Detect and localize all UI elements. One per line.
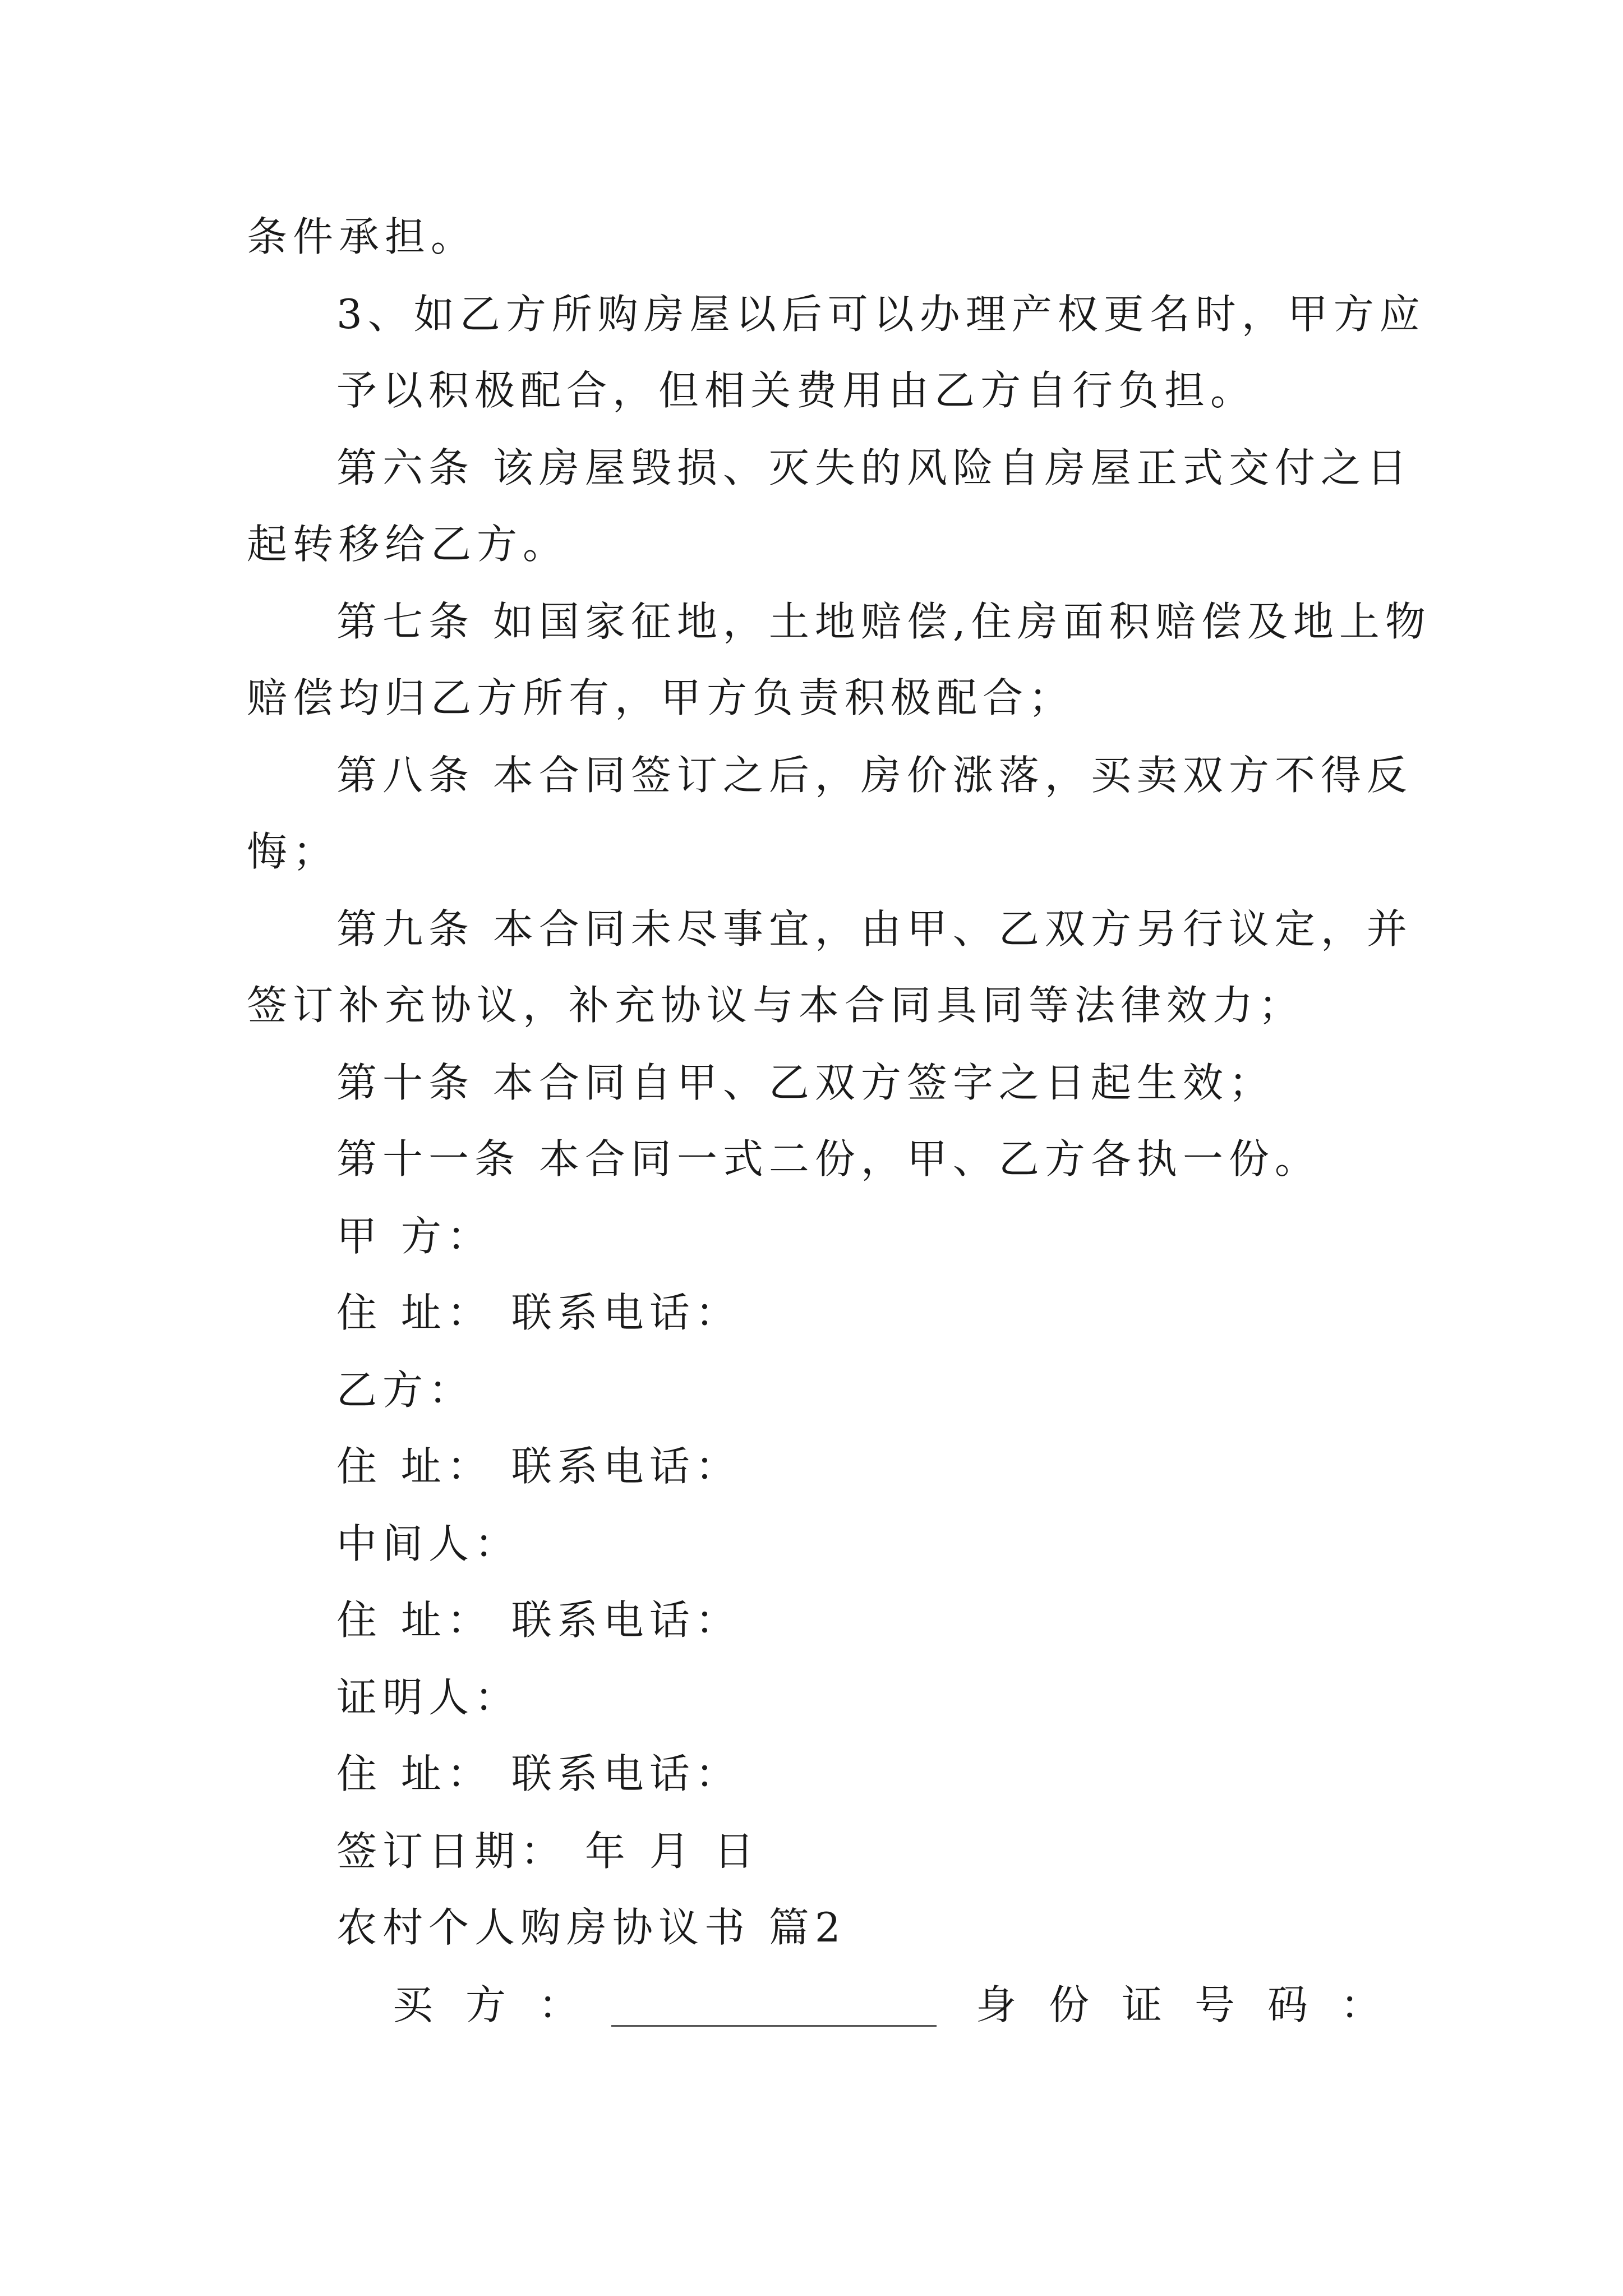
party-b-label: 乙方： — [336, 1366, 475, 1414]
text-line: 第十一条 本合同一式二份，甲、乙方各执一份。 — [336, 1135, 1321, 1182]
buyer-blank-underline — [611, 2025, 937, 2027]
text-line: 赔偿均归乙方所有，甲方负责积极配合； — [247, 674, 1075, 721]
id-number-label: 身份证号码： — [976, 1981, 1414, 2028]
text-line: 第六条 该房屋毁损、灭失的风险自房屋正式交付之日 — [336, 444, 1413, 491]
text-line: 第十条 本合同自甲、乙双方签字之日起生效； — [336, 1059, 1275, 1106]
address-phone-line: 住 址： 联系电话： — [336, 1596, 741, 1644]
text-line: 第七条 如国家征地，土地赔偿,住房面积赔偿及地上物 — [336, 598, 1431, 645]
text-line: 第八条 本合同签订之后，房价涨落，买卖双方不得反 — [336, 752, 1413, 799]
party-a-label: 甲 方： — [336, 1213, 493, 1260]
text-line: 条件承担。 — [247, 213, 477, 260]
signing-date-line: 签订日期： 年 月 日 — [336, 1828, 760, 1875]
text-line: 起转移给乙方。 — [247, 521, 569, 568]
address-phone-line: 住 址： 联系电话： — [336, 1750, 741, 1797]
intermediary-label: 中间人： — [336, 1520, 521, 1567]
address-phone-line: 住 址： 联系电话： — [336, 1443, 741, 1490]
text-line: 第九条 本合同未尽事宜，由甲、乙双方另行议定，并 — [336, 905, 1413, 953]
text-line: 予以积极配合，但相关费用由乙方自行负担。 — [336, 367, 1257, 414]
text-line: 签订补充协议，补充协议与本合同具同等法律效力； — [247, 982, 1305, 1029]
text-line: 悔； — [247, 828, 339, 875]
buyer-label: 买方： — [393, 1981, 612, 2028]
section-heading: 农村个人购房协议书 篇2 — [336, 1904, 846, 1951]
witness-label: 证明人： — [336, 1674, 521, 1721]
address-phone-line: 住 址： 联系电话： — [336, 1289, 741, 1336]
text-line: 3、如乙方所购房屋以后可以办理产权更名时，甲方应 — [336, 291, 1426, 338]
